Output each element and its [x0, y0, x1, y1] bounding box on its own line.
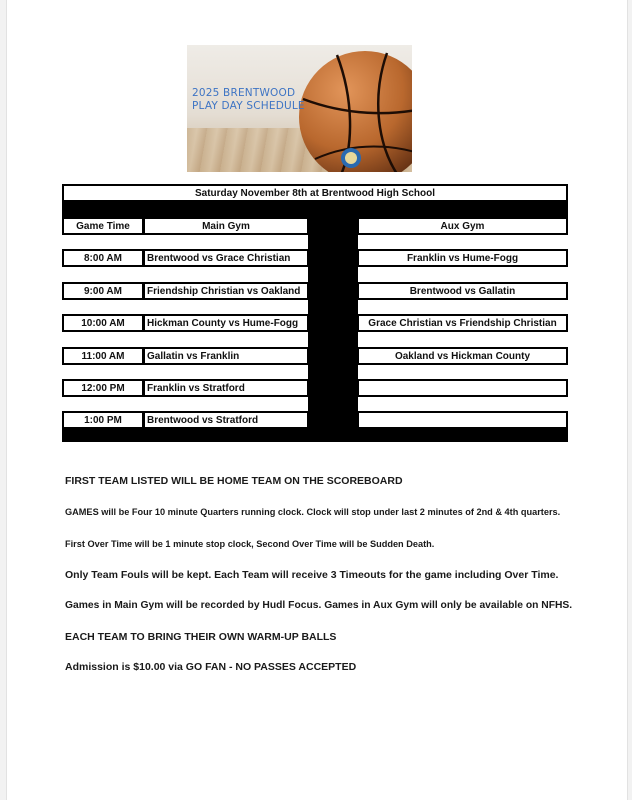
- game-time-cell: 1:00 PM: [62, 411, 144, 429]
- banner-title-line1: 2025 BRENTWOOD: [192, 87, 296, 99]
- header-banner-image: [187, 45, 412, 172]
- school-logo-icon: [341, 148, 361, 168]
- game-time-cell: 11:00 AM: [62, 347, 144, 365]
- game-time-cell: 8:00 AM: [62, 249, 144, 267]
- aux-gym-cell: Franklin vs Hume-Fogg: [357, 249, 568, 267]
- center-divider-column: [308, 200, 358, 442]
- main-gym-cell: Brentwood vs Grace Christian: [143, 249, 309, 267]
- note-home-team: FIRST TEAM LISTED WILL BE HOME TEAM ON THE SCOREBOARD: [65, 475, 403, 487]
- note-warmup-balls: EACH TEAM TO BRING THEIR OWN WARM-UP BALLS: [65, 631, 337, 643]
- game-time-cell: 12:00 PM: [62, 379, 144, 397]
- banner-title: [192, 87, 312, 113]
- banner-title-line2: PLAY DAY SCHEDULE: [192, 100, 305, 112]
- aux-gym-cell: Oakland vs Hickman County: [357, 347, 568, 365]
- aux-gym-cell: Grace Christian vs Friendship Christian: [357, 314, 568, 332]
- main-gym-cell: Brentwood vs Stratford: [143, 411, 309, 429]
- game-time-cell: 10:00 AM: [62, 314, 144, 332]
- aux-gym-cell: Brentwood vs Gallatin: [357, 282, 568, 300]
- column-header-aux-gym: Aux Gym: [357, 217, 568, 235]
- note-recording: Games in Main Gym will be recorded by Hudl Focus. Games in Aux Gym will only be available on NFHS.: [65, 600, 573, 611]
- main-gym-cell: Franklin vs Stratford: [143, 379, 309, 397]
- schedule-heading: Saturday November 8th at Brentwood High School: [62, 184, 568, 202]
- column-header-game-time: Game Time: [62, 217, 144, 235]
- note-fouls-timeouts: Only Team Fouls will be kept. Each Team will receive 3 Timeouts for the game including Over Time.: [65, 569, 559, 581]
- game-time-cell: 9:00 AM: [62, 282, 144, 300]
- main-gym-cell: Hickman County vs Hume-Fogg: [143, 314, 309, 332]
- note-overtime: First Over Time will be 1 minute stop clock, Second Over Time will be Sudden Death.: [65, 539, 435, 549]
- aux-gym-cell: [357, 379, 568, 397]
- note-game-format: GAMES will be Four 10 minute Quarters running clock. Clock will stop under last 2 minutes of 2nd & 4th quarters.: [65, 507, 561, 517]
- basketball-icon: [295, 45, 412, 172]
- schedule-table: [62, 184, 568, 442]
- document-page: [6, 0, 628, 800]
- note-admission: Admission is $10.00 via GO FAN - NO PASSES ACCEPTED: [65, 661, 357, 673]
- column-header-main-gym: Main Gym: [143, 217, 309, 235]
- main-gym-cell: Friendship Christian vs Oakland: [143, 282, 309, 300]
- main-gym-cell: Gallatin vs Franklin: [143, 347, 309, 365]
- aux-gym-cell: [357, 411, 568, 429]
